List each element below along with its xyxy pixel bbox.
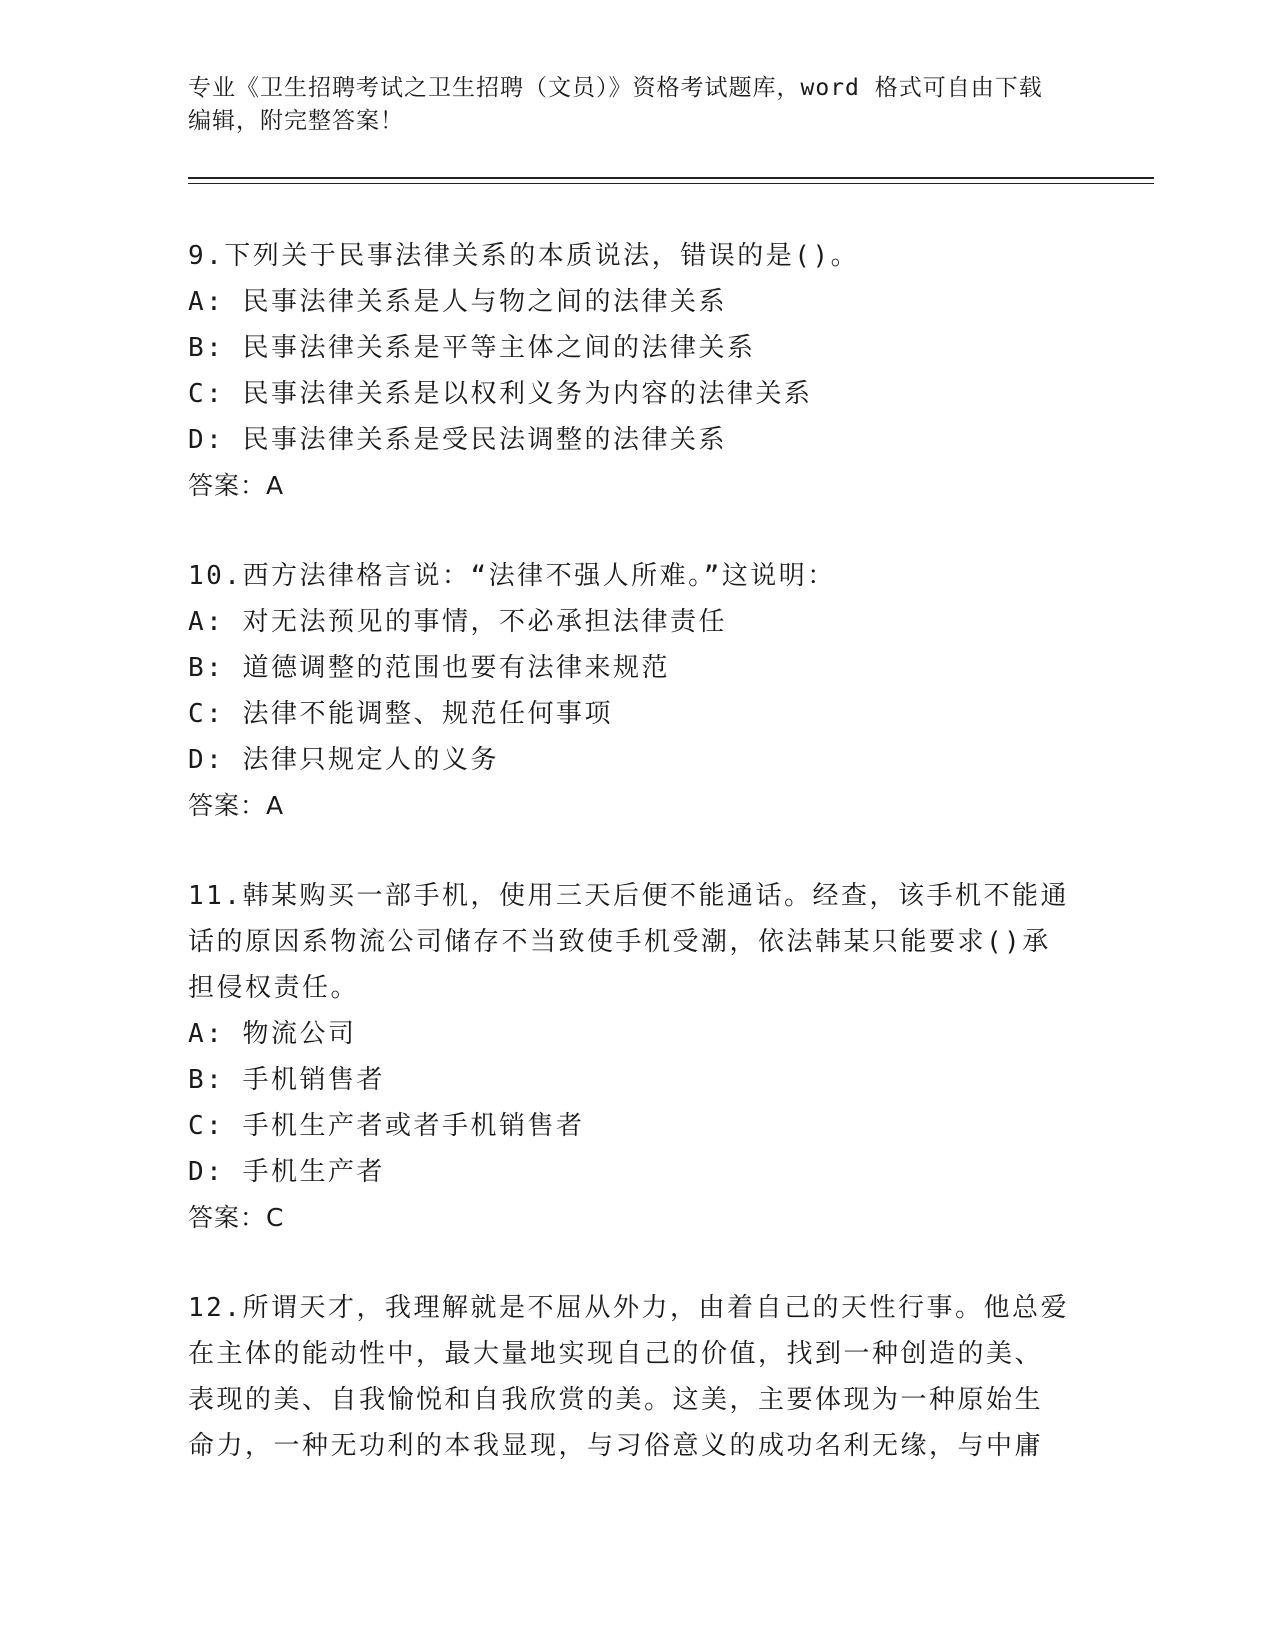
option-b: B: 道德调整的范围也要有法律来规范 <box>188 653 670 683</box>
question-stem: 9.下列关于民事法律关系的本质说法，错误的是()。 <box>188 241 860 271</box>
question-11 <box>188 873 1088 1241</box>
option-d: D: 民事法律关系是受民法调整的法律关系 <box>188 425 727 455</box>
answer: 答案：A <box>188 791 285 820</box>
option-c: C: 民事法律关系是以权利义务为内容的法律关系 <box>188 379 813 409</box>
option-a: A: 民事法律关系是人与物之间的法律关系 <box>188 287 727 317</box>
answer: 答案：A <box>188 471 285 500</box>
header-divider-thick <box>188 177 1154 179</box>
option-a: A: 物流公司 <box>188 1019 357 1049</box>
header-line-2: 编辑，附完整答案！ <box>188 108 404 134</box>
option-d: D: 手机生产者 <box>188 1157 385 1187</box>
option-d: D: 法律只规定人的义务 <box>188 745 499 775</box>
header-line-1: 专业《卫生招聘考试之卫生招聘（文员）》资格考试题库，word 格式可自由下载 <box>188 75 1043 101</box>
question-9 <box>188 233 1088 509</box>
question-stem-line: 表现的美、自我愉悦和自我欣赏的美。这美，主要体现为一种原始生 <box>188 1385 1044 1415</box>
question-10 <box>188 553 1088 829</box>
question-stem-line: 12.所谓天才，我理解就是不屈从外力，由着自己的天性行事。他总爱 <box>188 1293 1069 1323</box>
option-b: B: 民事法律关系是平等主体之间的法律关系 <box>188 333 756 363</box>
answer: 答案：C <box>188 1203 285 1232</box>
question-stem-line: 担侵权责任。 <box>188 973 360 1003</box>
question-stem-line: 11.韩某购买一部手机，使用三天后便不能通话。经查，该手机不能通 <box>188 881 1069 911</box>
question-stem-line: 在主体的能动性中，最大量地实现自己的价值，找到一种创造的美、 <box>188 1339 1044 1369</box>
question-12 <box>188 1285 1088 1469</box>
header-divider-thin <box>188 183 1154 184</box>
option-c: C: 手机生产者或者手机销售者 <box>188 1111 585 1141</box>
option-a: A: 对无法预见的事情，不必承担法律责任 <box>188 607 727 637</box>
question-stem: 10.西方法律格言说：“法律不强人所难。”这说明： <box>188 561 836 591</box>
option-b: B: 手机销售者 <box>188 1065 385 1095</box>
document-header <box>188 72 1068 138</box>
question-stem-line: 话的原因系物流公司储存不当致使手机受潮，依法韩某只能要求()承 <box>188 927 1051 957</box>
option-c: C: 法律不能调整、规范任何事项 <box>188 699 613 729</box>
question-stem-line: 命力，一种无功利的本我显现，与习俗意义的成功名利无缘，与中庸 <box>188 1431 1044 1461</box>
